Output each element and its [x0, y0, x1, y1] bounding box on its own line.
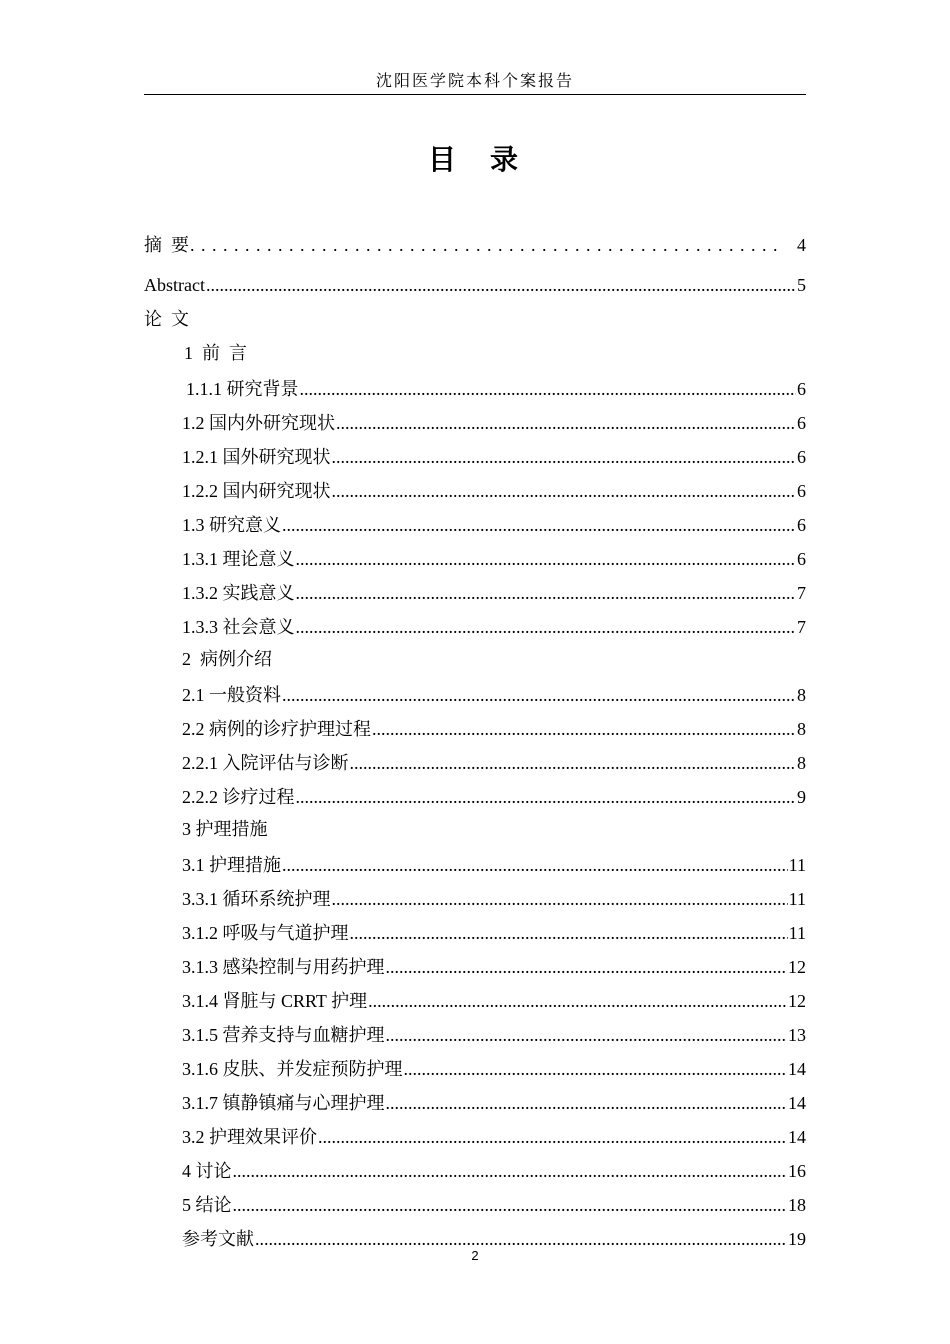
toc-entry[interactable]	[182, 578, 806, 604]
toc-entry-label: 1.3.2 实践意义	[182, 583, 295, 603]
toc-entry[interactable]	[182, 1122, 806, 1148]
toc-entry-page: 4	[797, 235, 806, 255]
toc-leader-dots	[318, 1126, 787, 1148]
toc-leader-dots	[332, 446, 797, 468]
toc-entry-label: 3.1.4 肾脏与 CRRT 护理	[182, 991, 368, 1011]
toc-entry[interactable]	[182, 1088, 806, 1114]
toc-leader-dots	[282, 514, 796, 536]
toc-heading-thesis: 论 文	[144, 309, 189, 329]
toc-entry-page: 8	[797, 685, 806, 705]
toc-leader-dots	[300, 378, 797, 400]
toc-entry[interactable]	[182, 884, 806, 910]
toc-entry-page: 16	[788, 1161, 806, 1181]
toc-entry-label: 2.2.2 诊疗过程	[182, 787, 295, 807]
toc-leader-dots	[386, 1092, 788, 1114]
toc-entry[interactable]	[182, 782, 806, 808]
toc-entry-label: 2.2 病例的诊疗护理过程	[182, 719, 371, 739]
toc-leader-dots	[350, 922, 788, 944]
toc-entry-label: 1.2 国内外研究现状	[182, 413, 335, 433]
toc-leader-dots	[332, 888, 788, 910]
toc-entry-label: 1.1.1 研究背景	[186, 379, 299, 399]
toc-leader-dots	[368, 990, 787, 1012]
toc-entry-label: 1.3.3 社会意义	[182, 617, 295, 637]
toc-entry[interactable]	[182, 408, 806, 434]
toc-leader-dots	[404, 1058, 788, 1080]
toc-heading-sec1: 1 前 言	[184, 343, 247, 363]
toc-entry-page: 11	[788, 923, 806, 943]
toc-heading-sec3: 3 护理措施	[182, 819, 268, 839]
toc-entry[interactable]	[182, 612, 806, 638]
toc-entry-page: 11	[788, 855, 806, 875]
toc-entry-label: 5 结论	[182, 1195, 232, 1215]
toc-entry-label: 3.1 护理措施	[182, 855, 281, 875]
toc-entry[interactable]	[182, 1020, 806, 1046]
toc-leader-dots	[282, 684, 796, 706]
toc-entry-label: 参考文献	[182, 1229, 254, 1249]
toc-leader-dots	[282, 854, 788, 876]
toc-entry-page: 7	[797, 583, 806, 603]
toc-entry-label: 2.1 一般资料	[182, 685, 281, 705]
toc-entry[interactable]	[182, 748, 806, 774]
toc-entry-page: 9	[797, 787, 806, 807]
toc-entry[interactable]	[182, 544, 806, 570]
toc-entry-page: 18	[788, 1195, 806, 1215]
toc-entry-page: 14	[788, 1059, 806, 1079]
toc-entry-page: 6	[797, 515, 806, 535]
toc-leader-dots	[350, 752, 797, 774]
toc-entry-label: 3.1.2 呼吸与气道护理	[182, 923, 349, 943]
toc-entry[interactable]	[186, 374, 806, 400]
toc-entry[interactable]	[182, 714, 806, 740]
toc-leader-dots	[206, 274, 796, 296]
toc-entry-page: 6	[797, 447, 806, 467]
toc-entry-label: 3.1.7 镇静镇痛与心理护理	[182, 1093, 385, 1113]
toc-leader-dots	[233, 1194, 788, 1216]
toc-heading-sec2: 2 病例介绍	[182, 649, 272, 669]
toc-entry[interactable]	[182, 850, 806, 876]
toc-entry-page: 7	[797, 617, 806, 637]
toc-entry-page: 6	[797, 379, 806, 399]
toc-entry-label: 1.3.1 理论意义	[182, 549, 295, 569]
toc-entry-page: 14	[788, 1093, 806, 1113]
toc-leader-dots	[296, 616, 797, 638]
page-header: 沈阳医学院本科个案报告	[375, 73, 574, 90]
toc-entry-label: 1.2.2 国内研究现状	[182, 481, 331, 501]
toc-entry-page: 12	[788, 991, 806, 1011]
toc-leader-dots	[296, 786, 797, 808]
toc-entry-page: 8	[797, 719, 806, 739]
toc-entry[interactable]	[182, 1156, 806, 1182]
toc-entry[interactable]	[182, 952, 806, 978]
toc-entry-page: 12	[788, 957, 806, 977]
toc-entry[interactable]	[182, 1224, 806, 1250]
toc-entry[interactable]	[182, 442, 806, 468]
toc-entry-label: 2.2.1 入院评估与诊断	[182, 753, 349, 773]
toc-entry-page: 19	[788, 1229, 806, 1249]
toc-entry-label: 摘 要	[144, 235, 189, 255]
page-title	[144, 138, 806, 178]
header-rule	[144, 94, 806, 95]
toc-leader-dots	[386, 956, 788, 978]
toc-entry[interactable]	[182, 680, 806, 706]
toc-entry-label: 3.1.3 感染控制与用药护理	[182, 957, 385, 977]
toc-entry-page: 13	[788, 1025, 806, 1045]
toc-leader-dots	[332, 480, 797, 502]
toc-entry-page: 8	[797, 753, 806, 773]
toc-entry[interactable]	[182, 1054, 806, 1080]
toc-leader-dots	[336, 412, 796, 434]
toc-entry-page: 6	[797, 481, 806, 501]
toc-leader-dots	[296, 548, 797, 570]
title-left-char: 目	[427, 143, 460, 176]
toc-entry-page: 11	[788, 889, 806, 909]
toc-entry-abstract-cn[interactable]	[144, 230, 806, 256]
toc-leader-dots	[190, 234, 784, 256]
toc-entry-label: 1.2.1 国外研究现状	[182, 447, 331, 467]
toc-entry[interactable]	[182, 476, 806, 502]
toc-entry-page: 6	[797, 549, 806, 569]
toc-entry-page: 14	[788, 1127, 806, 1147]
toc-leader-dots	[296, 582, 797, 604]
toc-leader-dots	[233, 1160, 788, 1182]
toc-entry-label: 3.2 护理效果评价	[182, 1127, 317, 1147]
page-number: 2	[471, 1248, 479, 1263]
toc-entry[interactable]	[182, 918, 806, 944]
toc-entry-page: 5	[797, 275, 806, 295]
toc-entry-label: 3.1.5 营养支持与血糖护理	[182, 1025, 385, 1045]
toc-entry-label: 3.1.6 皮肤、并发症预防护理	[182, 1059, 403, 1079]
title-right-char: 录	[490, 143, 523, 176]
toc-leader-dots	[386, 1024, 788, 1046]
toc-entry-label: 4 讨论	[182, 1161, 232, 1181]
toc-leader-dots	[255, 1228, 787, 1250]
toc-entry[interactable]	[182, 510, 806, 536]
toc-entry-label: 3.3.1 循环系统护理	[182, 889, 331, 909]
toc-entry[interactable]	[182, 986, 806, 1012]
toc-entry-label: Abstract	[144, 275, 205, 295]
toc-entry-label: 1.3 研究意义	[182, 515, 281, 535]
toc-entry-abstract-en[interactable]	[144, 270, 806, 296]
toc-entry[interactable]	[182, 1190, 806, 1216]
toc-entry-page: 6	[797, 413, 806, 433]
toc-leader-dots	[372, 718, 796, 740]
